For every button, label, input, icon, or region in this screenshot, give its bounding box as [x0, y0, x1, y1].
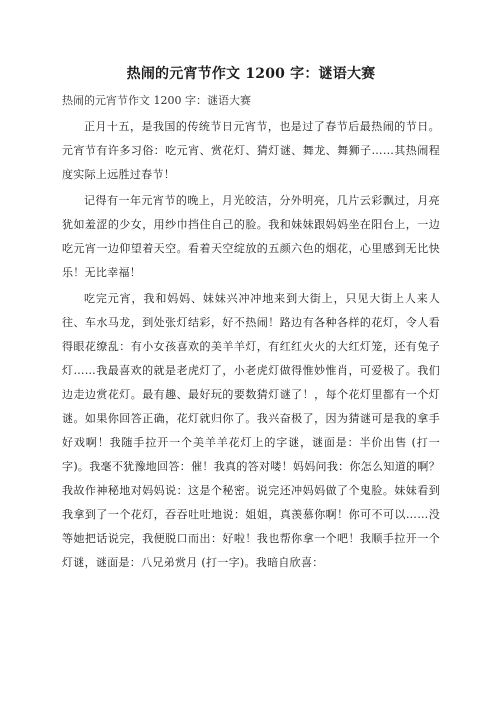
paragraph-1: 正月十五，是我国的传统节日元宵节，也是过了春节后最热闹的节日。元宵节有许多习俗：吃元宵、赏花灯、猜灯谜、舞龙、舞狮子……其热闹程度实际上远胜过春节！: [62, 120, 440, 181]
document-title: 热闹的元宵节作文 1200 字：谜语大赛: [126, 66, 376, 82]
document-subtitle: 热闹的元宵节作文 1200 字：谜语大赛: [62, 94, 251, 107]
paragraph-3: 吃完元宵，我和妈妈、妹妹兴冲冲地来到大街上，只见大街上人来人往、车水马龙，到处张灯结彩，好不热闹！路边有各种各样的花灯，令人看得眼花缭乱：有小女孩喜欢的美羊羊灯，有红红火火的大红灯笼，还有兔子灯……我最喜欢的就是老虎灯了，小老虎灯做得惟妙惟肖，可爱极了。我们边走边赏花灯。最有趣、最好玩的要数猜灯谜了！，每个花灯里都有一个灯谜。如果你回答正确，花灯就归你了。我兴奋极了，因为猜谜可是我的拿手好戏啊！我随手拉开一个美羊羊花灯上的字谜，谜面是：半价出售 (打一字)。我毫不犹豫地回答：催！我真的答对喽！妈妈问我：你怎么知道的啊？我故作神秘地对妈妈说：这是个秘密。说完还冲妈妈做了个鬼脸。妹妹看到我拿到了一个花灯，吞吞吐吐地说：姐姐，真羡慕你啊！你可不可以……没等她把话说完，我便脱口而出：好啦！我也帮你拿一个吧！我顺手拉开一个灯谜，谜面是：八兄弟赏月 (打一字)。我暗自欣喜：: [62, 292, 440, 569]
paragraph-2: 记得有一年元宵节的晚上，月光皎洁，分外明亮，几片云彩飘过，月亮犹如羞涩的少女，用纱巾挡住自己的脸。我和妹妹跟妈妈坐在阳台上，一边吃元宵一边仰望着天空。看着天空绽放的五颜六色的烟花，心里感到无比快乐！无比幸福！: [62, 194, 440, 279]
